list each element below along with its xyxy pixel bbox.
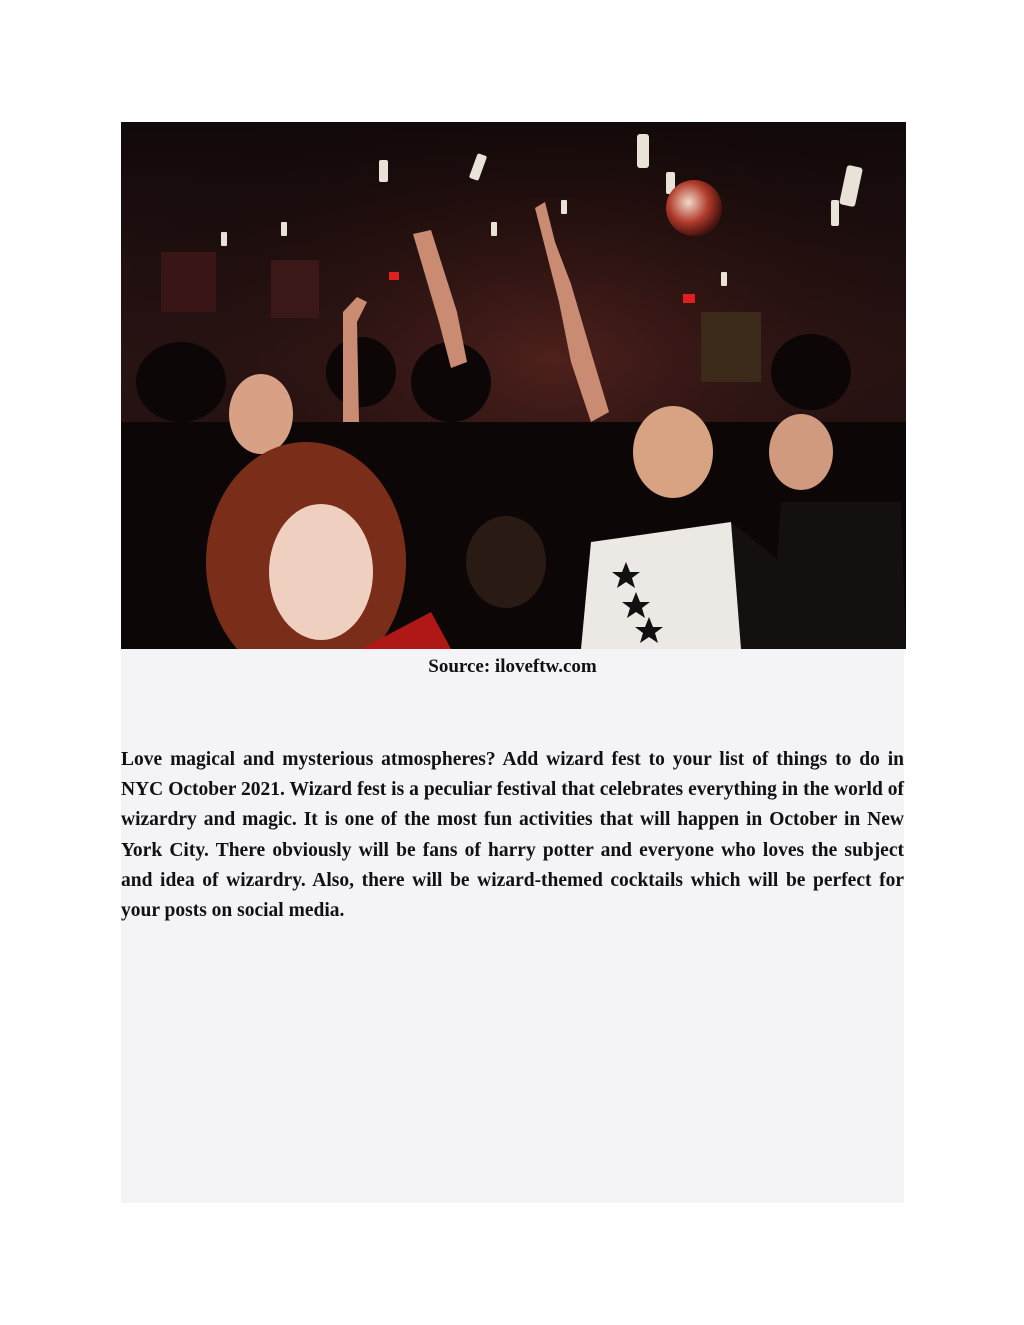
article-paragraph: Love magical and mysterious atmospheres? Add wizard fest to your list of things to do in NYC October 2021. Wizard fest is a peculiar festival that celebrates everything in the world of wizardry and magic. It is one of the most fun activities that will happen in October in New York City. There obviously will be fans of harry potter and everyone who loves the subject and idea of wizardry. Also, there will be wizard-themed cocktails which will be perfect for your posts on social media.	[121, 749, 904, 922]
event-photo	[121, 122, 906, 649]
content-panel	[121, 122, 904, 1203]
image-caption: Source: iloveftw.com	[428, 656, 597, 677]
